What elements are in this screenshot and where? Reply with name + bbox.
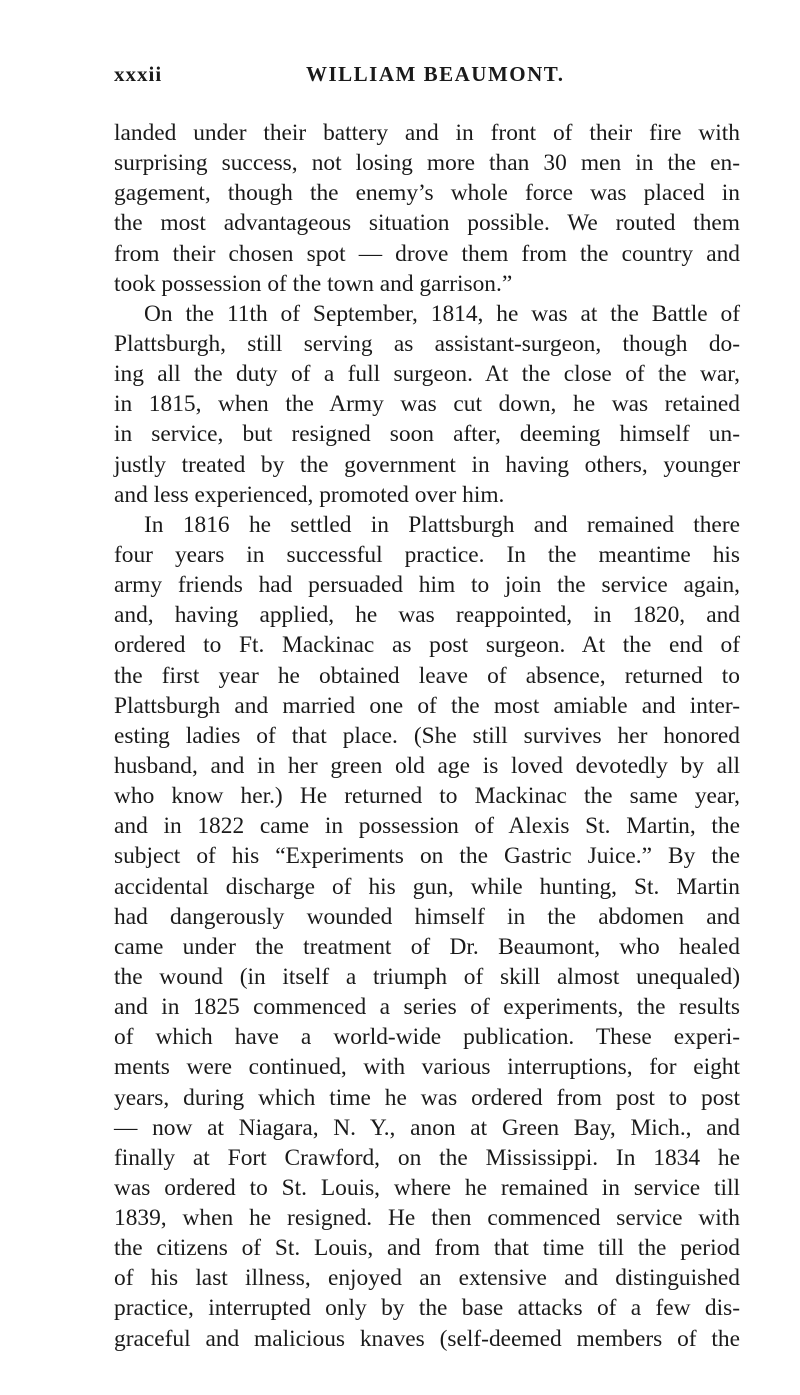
- text-line: 1839, when he resigned. He then commenced service with: [114, 1205, 740, 1232]
- text-line: and less experienced, promoted over him.: [114, 481, 505, 508]
- body-text: [114, 118, 740, 1354]
- page-number: xxxii: [114, 62, 163, 86]
- text-line: from their chosen spot — drove them from the country and: [114, 240, 740, 267]
- text-line: the citizens of St. Louis, and from that time till the period: [114, 1235, 740, 1262]
- text-line: esting ladies of that place. (She still survives her honored: [114, 722, 740, 749]
- text-line: years, during which time he was ordered from post to post: [114, 1084, 740, 1111]
- text-line: the most advantageous situation possible. We routed them: [114, 210, 740, 237]
- text-line: of his last illness, enjoyed an extensive and distinguished: [114, 1265, 740, 1292]
- text-line: took possession of the town and garrison.”: [114, 270, 513, 297]
- text-line: and, having applied, he was reappointed, in 1820, and: [114, 602, 740, 629]
- text-line: On the 11th of September, 1814, he was at the Battle of: [144, 300, 740, 327]
- text-line: who know her.) He returned to Mackinac the same year,: [114, 783, 740, 810]
- text-line: finally at Fort Crawford, on the Mississippi. In 1834 he: [114, 1144, 740, 1171]
- running-head: [114, 62, 738, 92]
- text-line: subject of his “Experiments on the Gastric Juice.” By the: [114, 843, 740, 870]
- text-line: the wound (in itself a triumph of skill almost unequaled): [114, 963, 740, 990]
- text-line: accidental discharge of his gun, while hunting, St. Martin: [114, 873, 740, 900]
- text-line: ordered to Ft. Mackinac as post surgeon. At the end of: [114, 632, 740, 659]
- text-line: In 1816 he settled in Plattsburgh and remained there: [144, 511, 740, 538]
- text-line: landed under their battery and in front of their fire with: [114, 120, 740, 146]
- text-line: army friends had persuaded him to join the service again,: [114, 572, 740, 599]
- text-line: came under the treatment of Dr. Beaumont, who healed: [114, 933, 740, 960]
- text-line: of which have a world-wide publication. These experi-: [114, 1024, 740, 1051]
- text-line: in 1815, when the Army was cut down, he was retained: [114, 391, 740, 418]
- text-line: Plattsburgh, still serving as assistant-surgeon, though do-: [114, 330, 740, 357]
- text-line: and in 1822 came in possession of Alexis St. Martin, the: [114, 813, 740, 840]
- text-line: husband, and in her green old age is loved devotedly by all: [114, 752, 740, 779]
- text-line: gagement, though the enemy’s whole force was placed in: [114, 180, 740, 207]
- text-line: surprising success, not losing more than 30 men in the en-: [114, 150, 740, 177]
- text-line: Plattsburgh and married one of the most amiable and inter-: [114, 692, 740, 719]
- text-line: ing all the duty of a full surgeon. At the close of the war,: [114, 361, 740, 388]
- running-title: WILLIAM BEAUMONT.: [306, 62, 565, 86]
- text-line: in service, but resigned soon after, deeming himself un-: [114, 421, 740, 448]
- text-line: had dangerously wounded himself in the abdomen and: [114, 903, 740, 930]
- text-line: ments were continued, with various interruptions, for eight: [114, 1054, 740, 1081]
- text-line: four years in successful practice. In the meantime his: [114, 541, 740, 568]
- text-line: practice, interrupted only by the base attacks of a few dis-: [114, 1295, 740, 1322]
- text-line: — now at Niagara, N. Y., anon at Green Bay, Mich., and: [114, 1114, 740, 1141]
- text-line: graceful and malicious knaves (self-deemed members of the: [114, 1325, 740, 1352]
- text-line: was ordered to St. Louis, where he remained in service till: [114, 1174, 740, 1201]
- text-line: justly treated by the government in having others, younger: [114, 451, 740, 478]
- text-line: the first year he obtained leave of absence, returned to: [114, 662, 740, 689]
- text-line: and in 1825 commenced a series of experiments, the results: [114, 994, 740, 1021]
